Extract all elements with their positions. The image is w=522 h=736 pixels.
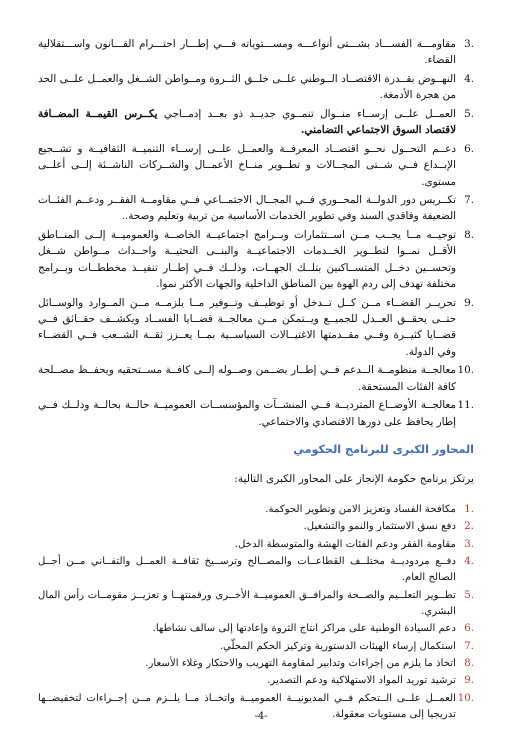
item-text: استكمال إرساء الهيئات الدستورية وتركيز الحكم المحلّي. bbox=[219, 640, 456, 652]
item-number: 8. bbox=[464, 228, 474, 241]
item-number: 6. bbox=[464, 142, 474, 155]
list-item bbox=[38, 141, 474, 190]
list-item bbox=[38, 639, 474, 655]
item-number: 4. bbox=[464, 556, 474, 568]
list-item bbox=[38, 362, 474, 395]
item-text: دفــع مردوديــة مختلــف القطاعــات والمصــالح وترســيخ ثقافــة العمــل والتفــاني مــن أجــل الصالح العام. bbox=[38, 556, 456, 584]
item-number: 7. bbox=[464, 640, 474, 652]
item-text: تطــوير التعلــيم والصــحة والمرافــق العموميــة الأخــرى ورقمنتهــا و تعزيــز مقومــات رأس المال البشري. bbox=[38, 589, 456, 617]
list-item bbox=[38, 397, 474, 430]
list-item bbox=[38, 36, 474, 69]
list-item bbox=[38, 192, 474, 225]
item-number: 10. bbox=[457, 692, 474, 704]
list-item bbox=[38, 502, 474, 518]
objectives-list bbox=[38, 36, 474, 430]
item-text: العمــل علــى إرســاء منــوال تنمــوي جديــد ذو بعــد إدمــاجي bbox=[157, 107, 457, 120]
item-text: العمــل علــى الــتحكم فــي المديونيــة العموميــة واتخــاذ مــا يلــزم مــن إجــراءات لتخفيضــها تدريجيا إلى مستويات معقولة. bbox=[38, 692, 456, 720]
item-number: 4. bbox=[464, 72, 474, 85]
list-item bbox=[38, 656, 474, 672]
item-number: 5. bbox=[464, 589, 474, 601]
item-number: 10. bbox=[457, 364, 474, 377]
list-item bbox=[38, 106, 474, 139]
item-number: 3. bbox=[464, 538, 474, 550]
list-item bbox=[38, 673, 474, 689]
item-text: دفع نسق الاستثمار والنمو والتشغيل. bbox=[303, 521, 456, 533]
main-axes-list bbox=[38, 502, 474, 723]
list-item bbox=[38, 537, 474, 553]
item-number: 9. bbox=[464, 675, 474, 687]
list-item bbox=[38, 621, 474, 637]
list-item bbox=[38, 71, 474, 104]
item-number: 1. bbox=[464, 504, 474, 516]
section-intro: يرتكز برنامج حكومة الإنجاز على المحاور الكبرى التالية: bbox=[234, 473, 474, 486]
list-item bbox=[38, 295, 474, 361]
item-text: تكــريس دور الدولــة المحــوري فــي المجــال الاجتمــاعي فــي مقاومــة الفقــر ودعــم الفئــات الضعيفة وفاقدي السند وفي تطوير الخدمات الأساسية من تربية وتعليم وصحة.. bbox=[38, 194, 456, 223]
item-text: مقاومة الفقر ودعم الفئات الهشة والمتوسطة الدخل. bbox=[234, 538, 456, 550]
page-number: -4- bbox=[254, 711, 268, 722]
item-text: دعم السيادة الوطنية على مراكز انتاج الثروة وإعادتها إلى سالف نشاطها. bbox=[152, 623, 456, 635]
item-number: 2. bbox=[464, 521, 474, 533]
item-number: 3. bbox=[464, 38, 474, 50]
item-text: توجيــه مــا يجــب مــن اســتثمارات وبــرامج اجتماعيــة الخاصــة والعموميــة إلــى المنــاطق الأقــل نمــوا لتطــوير الخــدمات الاجتماعيــة والبنــى التحتيــة واحــداث مــواطن شــغل وتحســين دخــل المتســاكنين بتلــك الجهــات، وذلــك فــي إطــار تنفيــذ مخططــات وبــرامج مختلفة تهدف إلى ردم الهوة بين المناطق الداخلية والجهات الأكثر نموا. bbox=[38, 228, 456, 291]
item-text: مكافحة الفساد وتعزيز الامن وتطوير الحوكمة. bbox=[265, 504, 456, 516]
item-text: تحريــر القضــاء مــن كــل تــدخل أو توظيــف وتــوفير مــا يلزمــه مــن المــوارد والوســائل حتــى يحقــق العــدل للجميــع ويــتمكن مــن معالجــة قضــايا الفســاد ويكشــف حقــائق فــي قضــايا كثيــرة وفــي مقــدمتها الاغتيــالات السياســية بمــا يعــزز ثقــة الشــعب فــي القضــاء وفي الدولة. bbox=[38, 296, 456, 358]
section-heading: المحاور الكبرى للبرنامج الحكومي bbox=[293, 443, 474, 457]
item-number: 9. bbox=[464, 296, 474, 309]
list-item bbox=[38, 519, 474, 535]
item-number: 7. bbox=[464, 194, 474, 207]
list-item bbox=[38, 227, 474, 293]
item-emphasis: يكــرس القيمــة المضــافة لاقتصاد السوق الاجتماعي التضامني. bbox=[38, 107, 456, 137]
item-text: النهــوض بقــدرة الاقتصــاد الــوطني علــى خلــق الثــروة ومــواطن الشــغل والعمــل علــى الحد من هجرة الأدمغة. bbox=[38, 72, 456, 102]
item-number: 8. bbox=[464, 658, 474, 670]
list-item bbox=[38, 554, 474, 586]
item-number: 11. bbox=[457, 399, 474, 412]
item-text: اتخاذ ما يلزم من إجراءات وتدابير لمقاومة التهريب والاحتكار وغلاء الأسعار. bbox=[145, 658, 456, 670]
item-text-with-emphasis bbox=[38, 106, 456, 139]
item-text: مقاومـــة الفســـاد بشـــتى أنواعـــه ومســـتوياته فـــي إطـــار احتـــرام القـــانون واســـتقلالية القضاء. bbox=[38, 38, 456, 67]
item-text: ترشيد توريد المواد الاستهلاكية ودعم التصدير. bbox=[267, 675, 456, 687]
item-number: 5. bbox=[464, 107, 474, 120]
item-text: معالجــة منظومــة الــدعم فــي إطــار يضــمن وصــوله إلــى كافــة مســتحقيه ويحفــظ مصــلحة كافة الفئات المستحقة. bbox=[38, 364, 456, 393]
item-number: 6. bbox=[464, 623, 474, 635]
list-item bbox=[38, 588, 474, 620]
item-text: معالجــة الأوضــاع المترديــة فــي المنشــآت والمؤسســات العموميــة حالــة بحالــة وذلــك فــي إطار يحافظ على دورها الاقتصادي والاجتماعي. bbox=[38, 399, 456, 428]
item-text: دعــم التحــول نحــو اقتصــاد المعرفــة والعمــل علــى إرســاء التنميــة الثقافيــة و تشــجيع الإبــداع فــي شــتى المجــالات و تطــوير منــاخ الأعمــال والشــركات الناشــئة إلــى أعلــى مستوى. bbox=[38, 142, 456, 188]
